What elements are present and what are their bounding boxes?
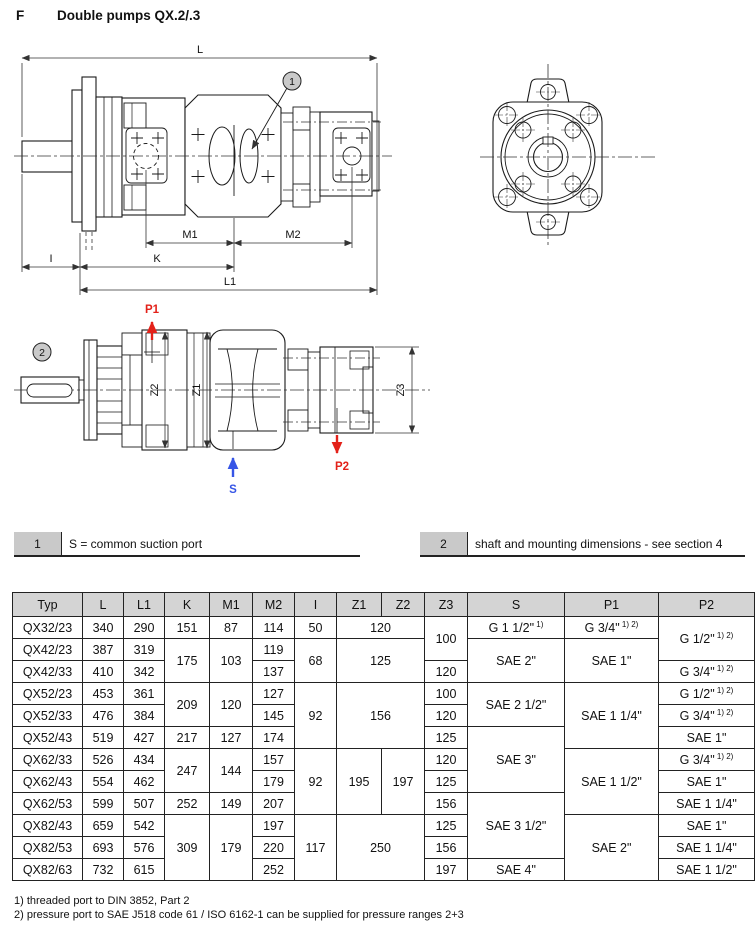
table-cell: 120 [425, 749, 468, 771]
table-cell: 156 [337, 683, 425, 749]
table-cell: 68 [295, 639, 337, 683]
page-title-text: Double pumps QX.2/.3 [57, 8, 201, 23]
column-header: I [295, 593, 337, 617]
table-cell: 252 [253, 859, 295, 881]
callout-2-number: 2 [420, 532, 468, 555]
table-cell: 319 [124, 639, 165, 661]
table-cell: QX52/33 [13, 705, 83, 727]
column-header: K [165, 593, 210, 617]
table-cell: 361 [124, 683, 165, 705]
balloon-1-number: 1 [289, 76, 295, 88]
s-label: S [229, 484, 237, 496]
dim-label-L: L [196, 44, 204, 56]
callout-shaft-note [420, 532, 745, 557]
table-cell: 220 [253, 837, 295, 859]
table-cell: 217 [165, 727, 210, 749]
table-cell: 387 [83, 639, 124, 661]
table-cell: 120 [337, 617, 425, 639]
footnote-1: 1) threaded port to DIN 3852, Part 2 [14, 895, 190, 907]
bolt-boss-top-2 [293, 107, 310, 130]
table-cell: 87 [210, 617, 253, 639]
dim-label-M1: M1 [182, 229, 198, 241]
column-header: M2 [253, 593, 295, 617]
table-cell: 340 [83, 617, 124, 639]
table-cell: 195 [337, 749, 382, 815]
table-row [13, 639, 755, 661]
table-cell: 114 [253, 617, 295, 639]
column-header: L1 [124, 593, 165, 617]
table-cell: 92 [295, 683, 337, 749]
table-cell: 576 [124, 837, 165, 859]
table-cell: QX82/63 [13, 859, 83, 881]
footnotes [14, 895, 464, 922]
table-cell: 197 [382, 749, 425, 815]
table-cell: 250 [337, 815, 425, 881]
table-cell: 120 [210, 683, 253, 727]
table-cell: 127 [253, 683, 295, 705]
table-cell: QX42/23 [13, 639, 83, 661]
column-header: S [468, 593, 565, 617]
table-cell: 137 [253, 661, 295, 683]
table-cell: 290 [124, 617, 165, 639]
table-cell: SAE 1 1/4" [659, 793, 755, 815]
table-cell: 526 [83, 749, 124, 771]
footnote-2: 2) pressure port to SAE J518 code 61 / ISO 6162-1 can be supplied for pressure ranges 2+3 [14, 908, 464, 921]
table-cell: 599 [83, 793, 124, 815]
table-row [13, 683, 755, 705]
dim-label-L1: L1 [223, 276, 237, 288]
table-cell: 151 [165, 617, 210, 639]
table-cell: 175 [165, 639, 210, 683]
dim-table-head [13, 593, 755, 617]
table-cell: 125 [425, 727, 468, 749]
table-cell: SAE 2" [565, 815, 659, 881]
table-cell: SAE 2 1/2" [468, 683, 565, 727]
dim-label-K: K [153, 253, 161, 265]
callout-1-number: 1 [14, 532, 62, 555]
table-cell: 149 [210, 793, 253, 815]
table-cell: 144 [210, 749, 253, 793]
table-cell: 384 [124, 705, 165, 727]
bolt-boss-bottom-2 [293, 184, 310, 207]
pump-top-view [14, 330, 430, 450]
table-cell: 732 [83, 859, 124, 881]
table-cell: 427 [124, 727, 165, 749]
table-cell: 247 [165, 749, 210, 793]
dimension-table [12, 592, 755, 881]
table-cell: QX82/53 [13, 837, 83, 859]
table-cell: G 3/4" $^{1) 2)}$ [565, 617, 659, 639]
table-cell: 127 [210, 727, 253, 749]
table-cell: QX42/33 [13, 661, 83, 683]
table-cell: SAE 2" [468, 639, 565, 683]
balloon-2 [33, 343, 51, 361]
table-cell: G 3/4" $^{1) 2)}$ [659, 661, 755, 683]
column-header: Z1 [337, 593, 382, 617]
table-cell: 92 [295, 749, 337, 815]
table-cell: 120 [425, 661, 468, 683]
table-cell: SAE 1" [659, 815, 755, 837]
table-cell: SAE 3" [468, 727, 565, 793]
callout-1-text: S = common suction port [69, 536, 203, 551]
table-cell: QX52/43 [13, 727, 83, 749]
table-cell: 100 [425, 617, 468, 661]
table-cell: SAE 4" [468, 859, 565, 881]
table-cell: 309 [165, 815, 210, 881]
table-cell: G 3/4" $^{1) 2)}$ [659, 705, 755, 727]
dim-label-M2: M2 [285, 229, 301, 241]
table-cell: 519 [83, 727, 124, 749]
p1-label: P1 [144, 304, 160, 316]
table-cell: 157 [253, 749, 295, 771]
table-cell: 120 [425, 705, 468, 727]
table-cell: QX82/43 [13, 815, 83, 837]
callout-2-text: shaft and mounting dimensions - see section 4 [475, 536, 723, 551]
section-letter: F [16, 8, 25, 23]
table-cell: 119 [253, 639, 295, 661]
dim-label-Z3: Z3 [395, 383, 407, 397]
table-cell: 659 [83, 815, 124, 837]
column-header: Z3 [425, 593, 468, 617]
table-row [13, 749, 755, 771]
table-cell: SAE 1" [659, 771, 755, 793]
table-cell: 156 [425, 793, 468, 815]
column-header: Z2 [382, 593, 425, 617]
column-header: M1 [210, 593, 253, 617]
table-cell: SAE 1 1/2" [659, 859, 755, 881]
table-cell: 507 [124, 793, 165, 815]
table-cell: 125 [425, 771, 468, 793]
table-row [13, 815, 755, 837]
table-cell: SAE 1" [565, 639, 659, 683]
table-cell: 476 [83, 705, 124, 727]
table-cell: 103 [210, 639, 253, 683]
bolt-boss-bottom-v2 [122, 425, 142, 447]
table-cell: SAE 1" [659, 727, 755, 749]
bolt-boss-bottom [124, 185, 146, 210]
table-cell: 179 [210, 815, 253, 881]
table-cell: 209 [165, 683, 210, 727]
table-cell: SAE 1 1/4" [565, 683, 659, 749]
table-cell: 197 [253, 815, 295, 837]
pump-body-2 [320, 112, 372, 196]
table-cell: 693 [83, 837, 124, 859]
table-cell: SAE 1 1/2" [565, 749, 659, 815]
pump-side-view [14, 77, 392, 250]
table-cell: 554 [83, 771, 124, 793]
table-cell: 434 [124, 749, 165, 771]
table-cell: QX62/53 [13, 793, 83, 815]
table-cell: 156 [425, 837, 468, 859]
table-cell: 252 [165, 793, 210, 815]
table-cell: 410 [83, 661, 124, 683]
table-cell: 179 [253, 771, 295, 793]
table-cell: 615 [124, 859, 165, 881]
table-cell: 100 [425, 683, 468, 705]
table-cell: 125 [337, 639, 425, 683]
table-cell: QX62/33 [13, 749, 83, 771]
table-cell: QX62/43 [13, 771, 83, 793]
table-cell: 145 [253, 705, 295, 727]
table-cell: 453 [83, 683, 124, 705]
keyway-slot [27, 384, 72, 397]
spacer-ring [281, 113, 293, 201]
table-cell: QX32/23 [13, 617, 83, 639]
dim-label-Z2: Z2 [149, 383, 161, 397]
table-row [13, 617, 755, 639]
column-header: P1 [565, 593, 659, 617]
bolt-boss-top-v2 [122, 333, 142, 355]
table-cell: 125 [425, 815, 468, 837]
spacer-ring-2 [310, 112, 320, 202]
balloon-2-number: 2 [39, 347, 45, 359]
dim-label-I: I [49, 253, 53, 265]
table-cell: 117 [295, 815, 337, 881]
table-cell: 207 [253, 793, 295, 815]
column-header: Typ [13, 593, 83, 617]
bolt-boss-top [124, 103, 146, 128]
table-cell: 197 [425, 859, 468, 881]
table-cell: 50 [295, 617, 337, 639]
pump-front-view [480, 64, 656, 248]
table-cell: SAE 3 1/2" [468, 793, 565, 859]
table-cell: 542 [124, 815, 165, 837]
table-cell: QX52/23 [13, 683, 83, 705]
mounting-flange [82, 77, 96, 231]
table-cell: SAE 1 1/4" [659, 837, 755, 859]
shaft [22, 141, 75, 172]
dim-table-body [13, 617, 755, 881]
dim-label-Z1: Z1 [191, 383, 203, 397]
callout-suction-note [14, 532, 360, 557]
column-header: L [83, 593, 124, 617]
table-cell: 462 [124, 771, 165, 793]
table-cell: 174 [253, 727, 295, 749]
table-cell: G 1 1/2" $^{1)}$ [468, 617, 565, 639]
table-cell: 342 [124, 661, 165, 683]
ring-stack [96, 97, 122, 217]
table-cell: G 3/4" $^{1) 2)}$ [659, 749, 755, 771]
p2-label: P2 [334, 461, 350, 473]
table-cell: G 1/2" $^{1) 2)}$ [659, 617, 755, 661]
column-header: P2 [659, 593, 755, 617]
table-cell: G 1/2" $^{1) 2)}$ [659, 683, 755, 705]
